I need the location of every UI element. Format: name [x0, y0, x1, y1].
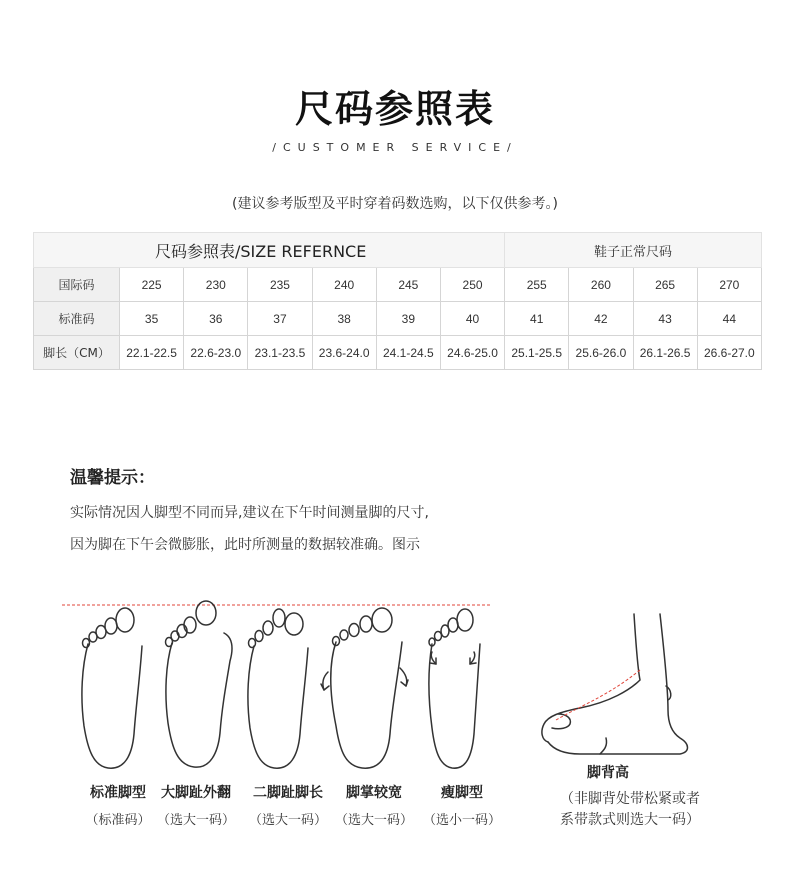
- table-cell: 38: [312, 302, 376, 336]
- table-cell: 39: [376, 302, 440, 336]
- table-cell: 40: [440, 302, 504, 336]
- instep-label: 脚背高: [587, 765, 629, 781]
- table-cell: 25.1-25.5: [505, 336, 569, 370]
- table-cell: 41: [505, 302, 569, 336]
- table-header-row: [34, 233, 762, 268]
- table-cell: 225: [120, 268, 184, 302]
- table-right-header: 鞋子正常尺码: [505, 233, 762, 268]
- table-cell: 240: [312, 268, 376, 302]
- table-row: [34, 268, 762, 302]
- instep-note-line-2: 系带款式则选大一码）: [560, 812, 700, 828]
- foot-sub: （选小一码）: [422, 813, 501, 828]
- reference-note: (建议参考版型及平时穿着码数选购，以下仅供参考。): [232, 196, 558, 212]
- page-subtitle: /CUSTOMER SERVICE/: [272, 141, 518, 154]
- table-cell: 250: [440, 268, 504, 302]
- table-main-header: 尺码参照表/SIZE REFERNCE: [34, 233, 505, 268]
- foot-label: 大脚趾外翻: [161, 785, 231, 801]
- wide-foot-icon: [321, 608, 408, 768]
- table-cell: 235: [248, 268, 312, 302]
- foot-sub: （选大一码）: [334, 813, 413, 828]
- table-cell: 260: [569, 268, 633, 302]
- foot-label: 脚掌较宽: [346, 785, 402, 801]
- table-cell: 25.6-26.0: [569, 336, 633, 370]
- table-row: [34, 336, 762, 370]
- foot-sub: （选大一码）: [248, 813, 327, 828]
- table-cell: 270: [697, 268, 761, 302]
- table-row: [34, 302, 762, 336]
- foot-label: 二脚趾脚长: [253, 785, 323, 801]
- table-cell: 42: [569, 302, 633, 336]
- table-cell: 245: [376, 268, 440, 302]
- table-cell: 26.6-27.0: [697, 336, 761, 370]
- foot-sub: （标准码）: [85, 813, 151, 828]
- table-cell: 43: [633, 302, 697, 336]
- table-cell: 230: [184, 268, 248, 302]
- table-cell: 36: [184, 302, 248, 336]
- row-label: 标准码: [34, 302, 120, 336]
- standard-foot-icon: [82, 608, 142, 768]
- table-cell: 37: [248, 302, 312, 336]
- foot-label: 标准脚型: [90, 785, 146, 801]
- table-cell: 24.1-24.5: [376, 336, 440, 370]
- tips-title: 温馨提示：: [70, 468, 155, 488]
- foot-label: 瘦脚型: [441, 785, 483, 801]
- table-cell: 22.1-22.5: [120, 336, 184, 370]
- table-cell: 44: [697, 302, 761, 336]
- narrow-foot-icon: [429, 609, 480, 768]
- tips-line-1: 实际情况因人脚型不同而异,建议在下午时间测量脚的尺寸,: [70, 505, 429, 521]
- table-cell: 35: [120, 302, 184, 336]
- page-title: 尺码参照表: [294, 87, 495, 131]
- high-instep-foot-icon: [542, 614, 688, 754]
- table-cell: 23.1-23.5: [248, 336, 312, 370]
- tips-line-2: 因为脚在下午会微膨胀，此时所测量的数据较准确。图示: [70, 537, 420, 553]
- long-second-toe-foot-icon: [248, 609, 308, 768]
- table-cell: 24.6-25.0: [440, 336, 504, 370]
- size-chart-table: [33, 232, 762, 370]
- table-cell: 23.6-24.0: [312, 336, 376, 370]
- bunion-foot-icon: [166, 601, 233, 767]
- table-cell: 255: [505, 268, 569, 302]
- table-cell: 26.1-26.5: [633, 336, 697, 370]
- row-label: 脚长（CM）: [34, 336, 120, 370]
- table-cell: 265: [633, 268, 697, 302]
- instep-guide-line: [556, 670, 640, 720]
- instep-note-line-1: （非脚背处带松紧或者: [560, 791, 700, 807]
- foot-sub: （选大一码）: [156, 813, 235, 828]
- table-cell: 22.6-23.0: [184, 336, 248, 370]
- row-label: 国际码: [34, 268, 120, 302]
